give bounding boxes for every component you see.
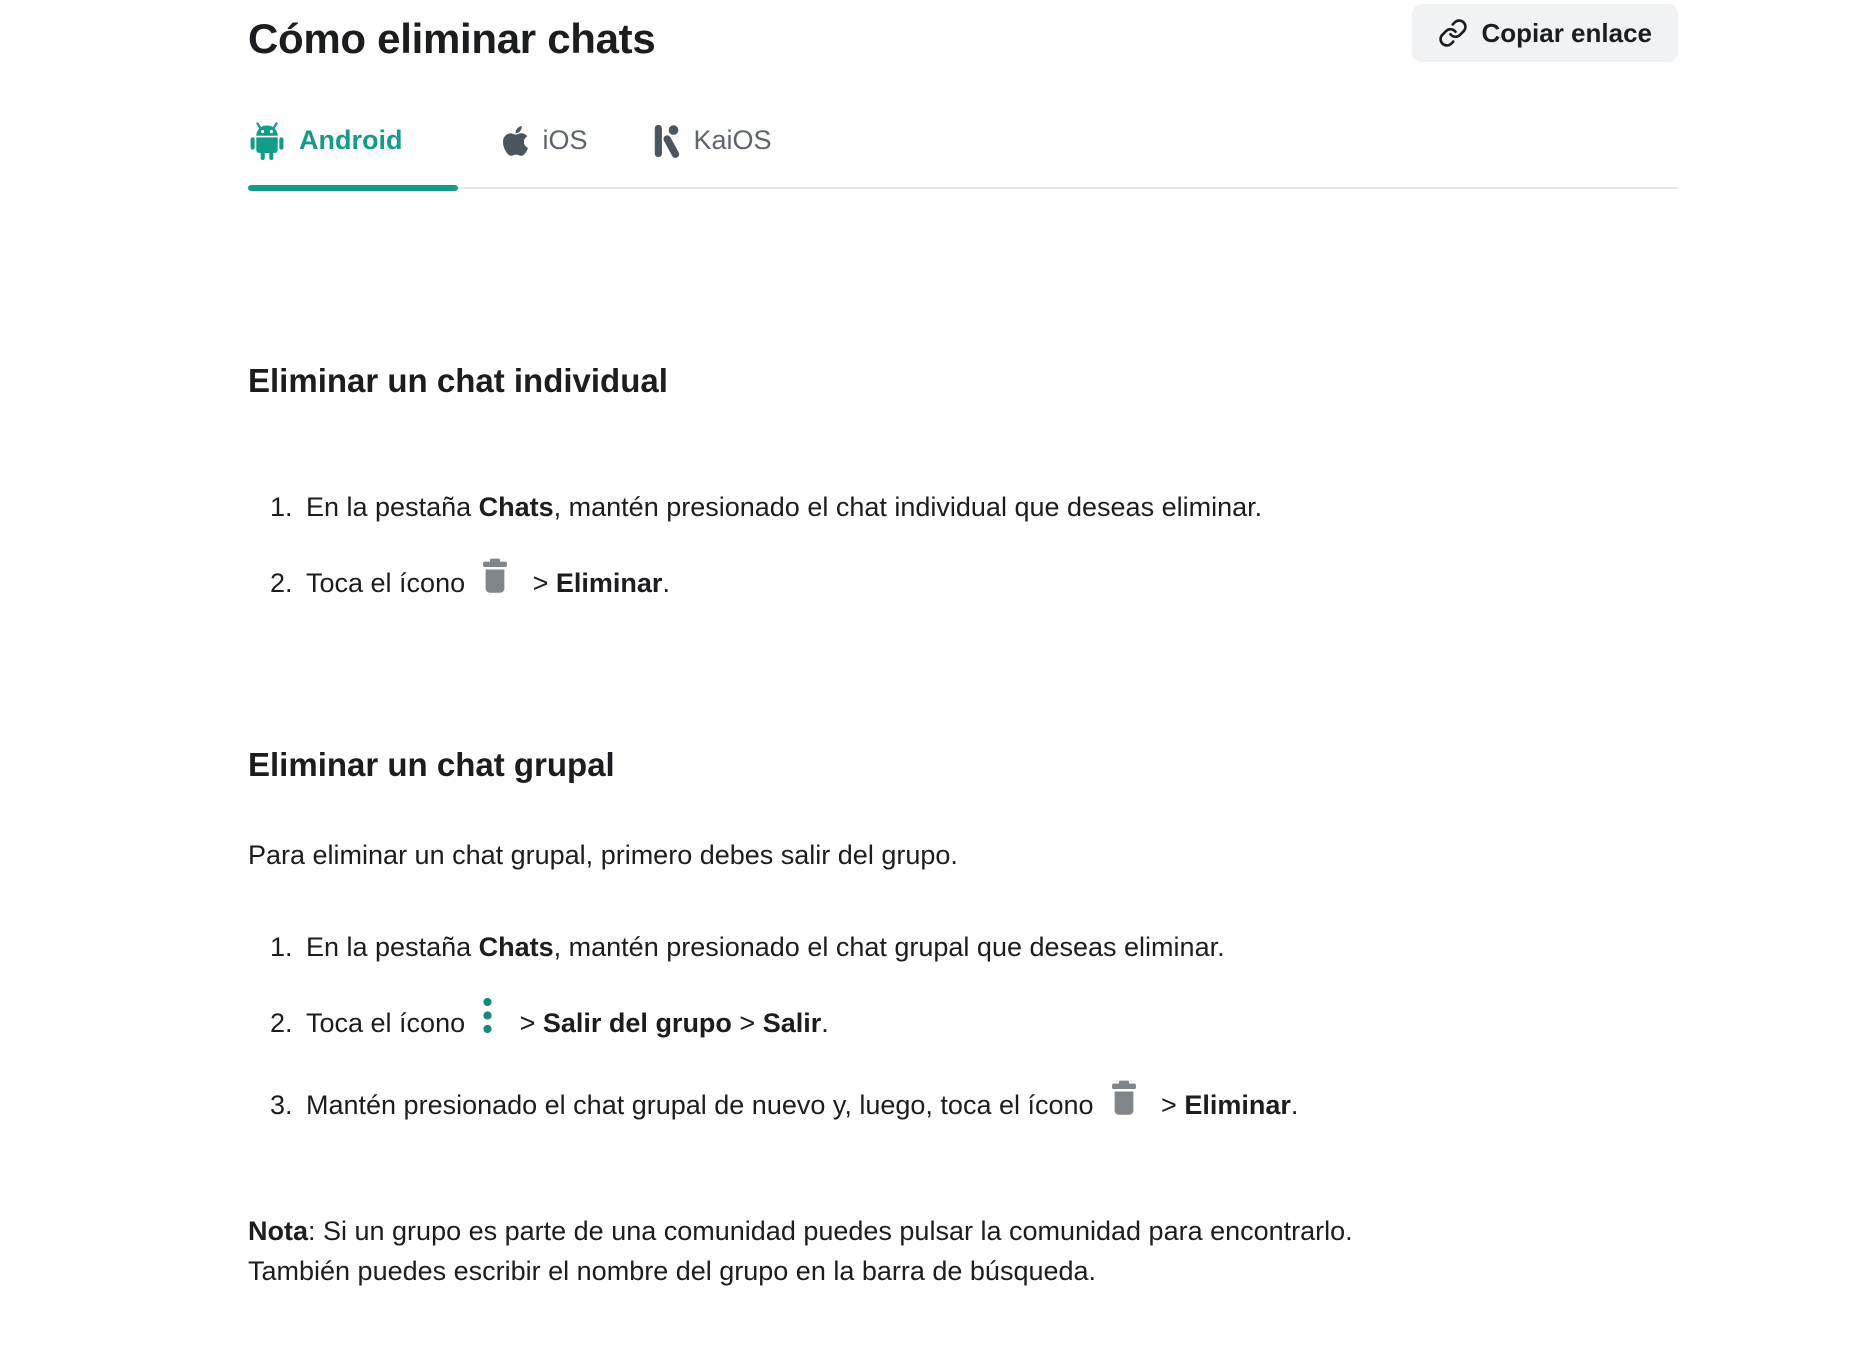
tab-kaios-label: KaiOS [693,125,772,156]
tab-kaios[interactable] [652,118,792,187]
trash-icon [1109,1079,1139,1127]
step-text: En la pestaña Chats, mantén presionado el chat grupal que deseas eliminar. [306,931,1225,962]
tab-android-label: Android [299,125,403,156]
section-heading: Eliminar un chat individual [248,362,668,400]
steps-list [248,487,1678,609]
trash-icon [480,557,510,605]
note-paragraph: Nota: Si un grupo es parte de una comunidad puedes pulsar la comunidad para encontrarlo. También puedes escribir el nombre del grupo en la barra de búsqueda. [248,1215,1353,1286]
list-item [248,1001,1678,1049]
step-number: 3. [270,1089,293,1120]
tab-ios[interactable] [502,118,607,187]
link-icon [1438,18,1468,48]
copy-link-button[interactable] [1412,4,1678,62]
section-delete-group-chat [248,745,1678,1131]
platform-tabbar [248,118,1678,189]
article-body [248,361,1678,1290]
step-number: 1. [270,491,293,522]
copy-link-label: Copiar enlace [1481,17,1652,48]
section-heading: Eliminar un chat grupal [248,745,615,783]
step-text: Toca el ícono > Eliminar. [306,561,670,609]
note-label: Nota [248,1215,308,1246]
list-item [248,561,1678,609]
list-item [248,1083,1678,1131]
step-text: En la pestaña Chats, mantén presionado el chat individual que deseas eliminar. [306,491,1263,522]
more-vertical-icon [482,997,493,1045]
tab-android[interactable] [248,118,458,187]
page-title: Cómo eliminar chats [248,15,656,62]
android-icon [248,120,286,161]
step-number: 1. [270,931,293,962]
step-number: 2. [270,1007,293,1038]
section-delete-individual-chat [248,361,1678,609]
step-number: 2. [270,568,293,599]
step-text: Mantén presionado el chat grupal de nuevo y, luego, toca el ícono > Eliminar. [306,1083,1298,1131]
list-item [248,487,1678,527]
step-text: Toca el ícono > Salir del grupo > Salir. [306,1001,829,1049]
kaios-icon [652,123,681,159]
apple-icon [502,124,529,158]
tab-ios-label: iOS [542,125,588,156]
section-intro: Para eliminar un chat grupal, primero debes salir del grupo. [248,839,958,870]
list-item [248,927,1678,967]
steps-list [248,927,1678,1131]
